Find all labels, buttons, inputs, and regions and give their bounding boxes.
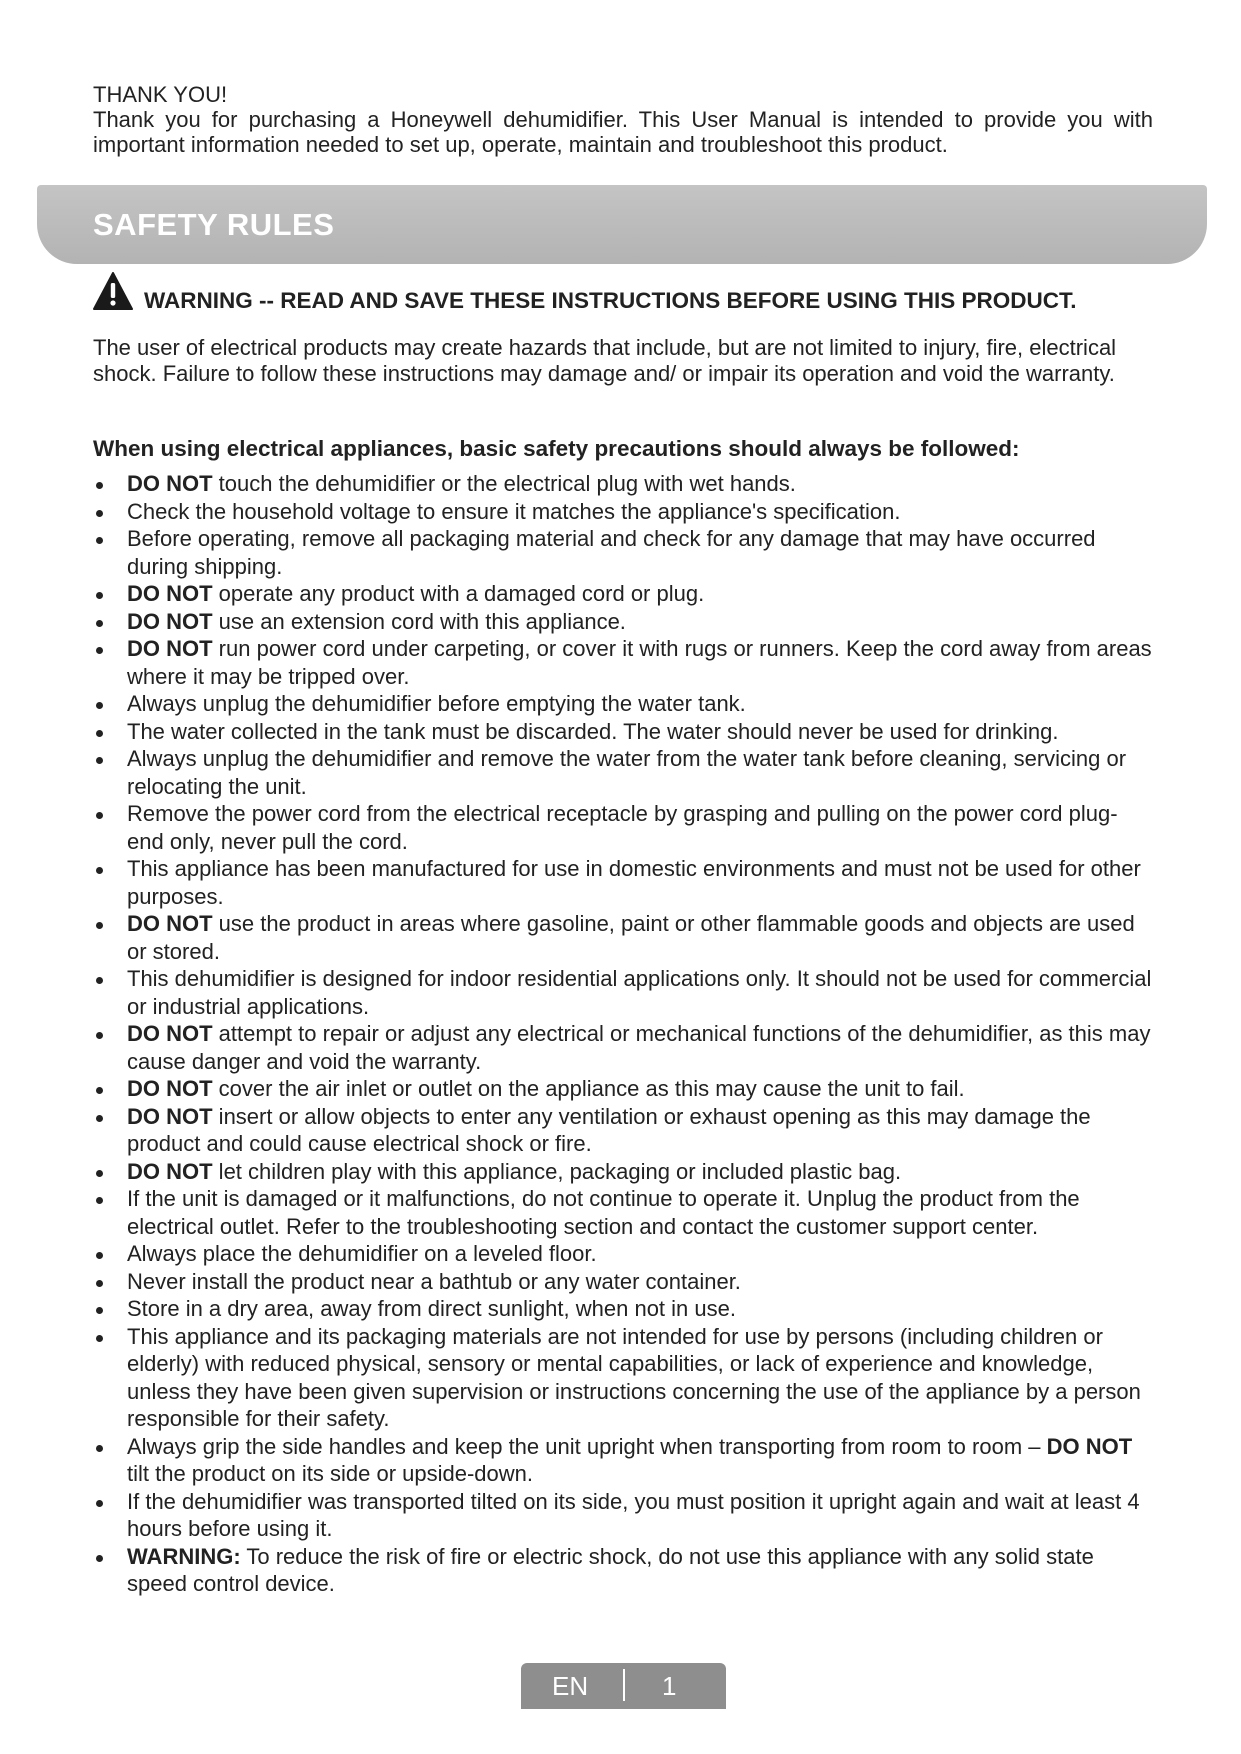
rule-text: attempt to repair or adjust any electrical or mechanical functions of the dehumidifier, as this may cause danger and void the warranty. [127, 1021, 1151, 1074]
rule-text: If the dehumidifier was transported tilted on its side, you must position it upright again and wait at least 4 hours before using it. [127, 1488, 1140, 1541]
rule-text: touch the dehumidifier or the electrical plug with wet hands. [212, 471, 796, 496]
safety-rule-item [93, 855, 1153, 910]
rule-emphasis: DO NOT [127, 1021, 213, 1046]
safety-rule-item [93, 1543, 1153, 1598]
safety-rule-item [93, 800, 1153, 855]
rule-text: Check the household voltage to ensure it matches the appliance's specification. [127, 498, 901, 524]
rule-text: Always place the dehumidifier on a leveled floor. [127, 1241, 597, 1266]
warning-triangle-icon [93, 272, 133, 310]
warning-text: WARNING -- READ AND SAVE THESE INSTRUCTIONS BEFORE USING THIS PRODUCT. [144, 288, 1077, 313]
rule-text: let children play with this appliance, packaging or included plastic bag. [212, 1158, 902, 1184]
rule-text: use the product in areas where gasoline, paint or other flammable goods and objects are used or stored. [127, 911, 1135, 964]
section-banner [37, 185, 1207, 264]
hazard-paragraph: The user of electrical products may create hazards that include, but are not limited to injury, fire, electrical shock. Failure to follow these instructions may damage and/ or impair its operation and void the warranty. [93, 335, 1117, 386]
page-footer-tab [521, 1663, 726, 1709]
rule-text: To reduce the risk of fire or electric shock, do not use this appliance with any solid state speed control device. [127, 1543, 1094, 1596]
footer-divider [623, 1669, 625, 1701]
rule-emphasis: DO NOT [127, 608, 213, 634]
safety-rule-item [93, 1295, 1153, 1323]
rule-text: use an extension cord with this appliance. [212, 608, 626, 634]
section-title: SAFETY RULES [93, 207, 335, 242]
safety-rule-item [93, 965, 1153, 1020]
safety-rule-item [93, 1103, 1153, 1158]
rule-emphasis: DO NOT [127, 471, 213, 496]
safety-rule-item [93, 498, 1153, 526]
rule-text: This dehumidifier is designed for indoor residential applications only. It should not be used for commercial or industrial applications. [127, 966, 1152, 1019]
rule-text: Store in a dry area, away from direct sunlight, when not in use. [127, 1296, 736, 1321]
rule-text: Before operating, remove all packaging material and check for any damage that may have occurred during shipping. [127, 526, 1096, 579]
rule-text: Always grip the side handles and keep the unit upright when transporting from room to room – [127, 1433, 1047, 1459]
safety-rule-item [93, 525, 1153, 580]
intro-text: Thank you for purchasing a Honeywell dehumidifier. This User Manual is intended to provide you with important information needed to set up, operate, maintain and troubleshoot this product. [93, 107, 1153, 157]
rule-text: Always unplug the dehumidifier and remove the water from the water tank before cleaning, servicing or relocating the unit. [127, 746, 1127, 799]
warning-line [93, 272, 1193, 312]
safety-rule-item [93, 745, 1153, 800]
rule-text: Never install the product near a bathtub or any water container. [127, 1268, 741, 1294]
safety-rule-item [93, 1075, 1153, 1103]
rule-text: insert or allow objects to enter any ventilation or exhaust opening as this may damage the product and could cause electrical shock or fire. [127, 1103, 1091, 1156]
safety-rule-item [93, 1158, 1153, 1186]
safety-rule-item [93, 1020, 1153, 1075]
rule-text: Always unplug the dehumidifier before emptying the water tank. [127, 691, 746, 716]
rule-emphasis: DO NOT [127, 1103, 213, 1129]
safety-rule-item [93, 1240, 1153, 1268]
safety-rule-item [93, 470, 1153, 498]
rule-text: This appliance and its packaging materials are not intended for use by persons (including children or elderly) with reduced physical, sensory or mental capabilities, or lack of experience and knowledge, unless they have been given supervision or instructions concerning the use of the appliance by a person responsible for their safety. [127, 1323, 1141, 1431]
safety-rule-item [93, 1185, 1153, 1240]
rule-emphasis: WARNING: [127, 1543, 241, 1569]
safety-rule-item [93, 1268, 1153, 1296]
safety-rule-item [93, 1488, 1153, 1543]
precautions-heading: When using electrical appliances, basic safety precautions should always be followed: [93, 436, 1020, 461]
safety-rule-item [93, 1433, 1153, 1488]
rule-emphasis: DO NOT [127, 636, 213, 661]
intro-title: THANK YOU! [93, 82, 228, 107]
page-number: 1 [662, 1671, 677, 1701]
safety-rule-item [93, 910, 1153, 965]
rule-text: cover the air inlet or outlet on the appliance as this may cause the unit to fail. [212, 1076, 965, 1101]
rule-emphasis: DO NOT [127, 911, 213, 936]
rule-emphasis: DO NOT [127, 581, 213, 606]
rule-text: This appliance has been manufactured for use in domestic environments and must not be used for other purposes. [127, 856, 1141, 909]
rule-text: Remove the power cord from the electrical receptacle by grasping and pulling on the power cord plug-end only, never pull the cord. [127, 801, 1118, 854]
rule-text: tilt the product on its side or upside-down. [127, 1461, 534, 1486]
safety-rule-item [93, 690, 1153, 718]
rule-text: If the unit is damaged or it malfunctions, do not continue to operate it. Unplug the product from the electrical outlet. Refer to the troubleshooting section and contact the customer support center. [127, 1186, 1080, 1239]
intro-section [93, 82, 1153, 157]
rule-emphasis: DO NOT [1046, 1433, 1133, 1459]
safety-rules-list [93, 470, 1153, 1598]
safety-rule-item [93, 635, 1153, 690]
rule-text: run power cord under carpeting, or cover it with rugs or runners. Keep the cord away from areas where it may be tripped over. [127, 636, 1152, 689]
rule-emphasis: DO NOT [127, 1076, 213, 1101]
safety-rule-item [93, 718, 1153, 746]
safety-rule-item [93, 1323, 1153, 1433]
safety-rule-item [93, 608, 1153, 636]
rule-emphasis: DO NOT [127, 1158, 213, 1184]
safety-rule-item [93, 580, 1153, 608]
language-label: EN [552, 1671, 589, 1701]
rule-text: operate any product with a damaged cord or plug. [212, 581, 705, 606]
rule-text: The water collected in the tank must be discarded. The water should never be used for drinking. [127, 718, 1059, 744]
